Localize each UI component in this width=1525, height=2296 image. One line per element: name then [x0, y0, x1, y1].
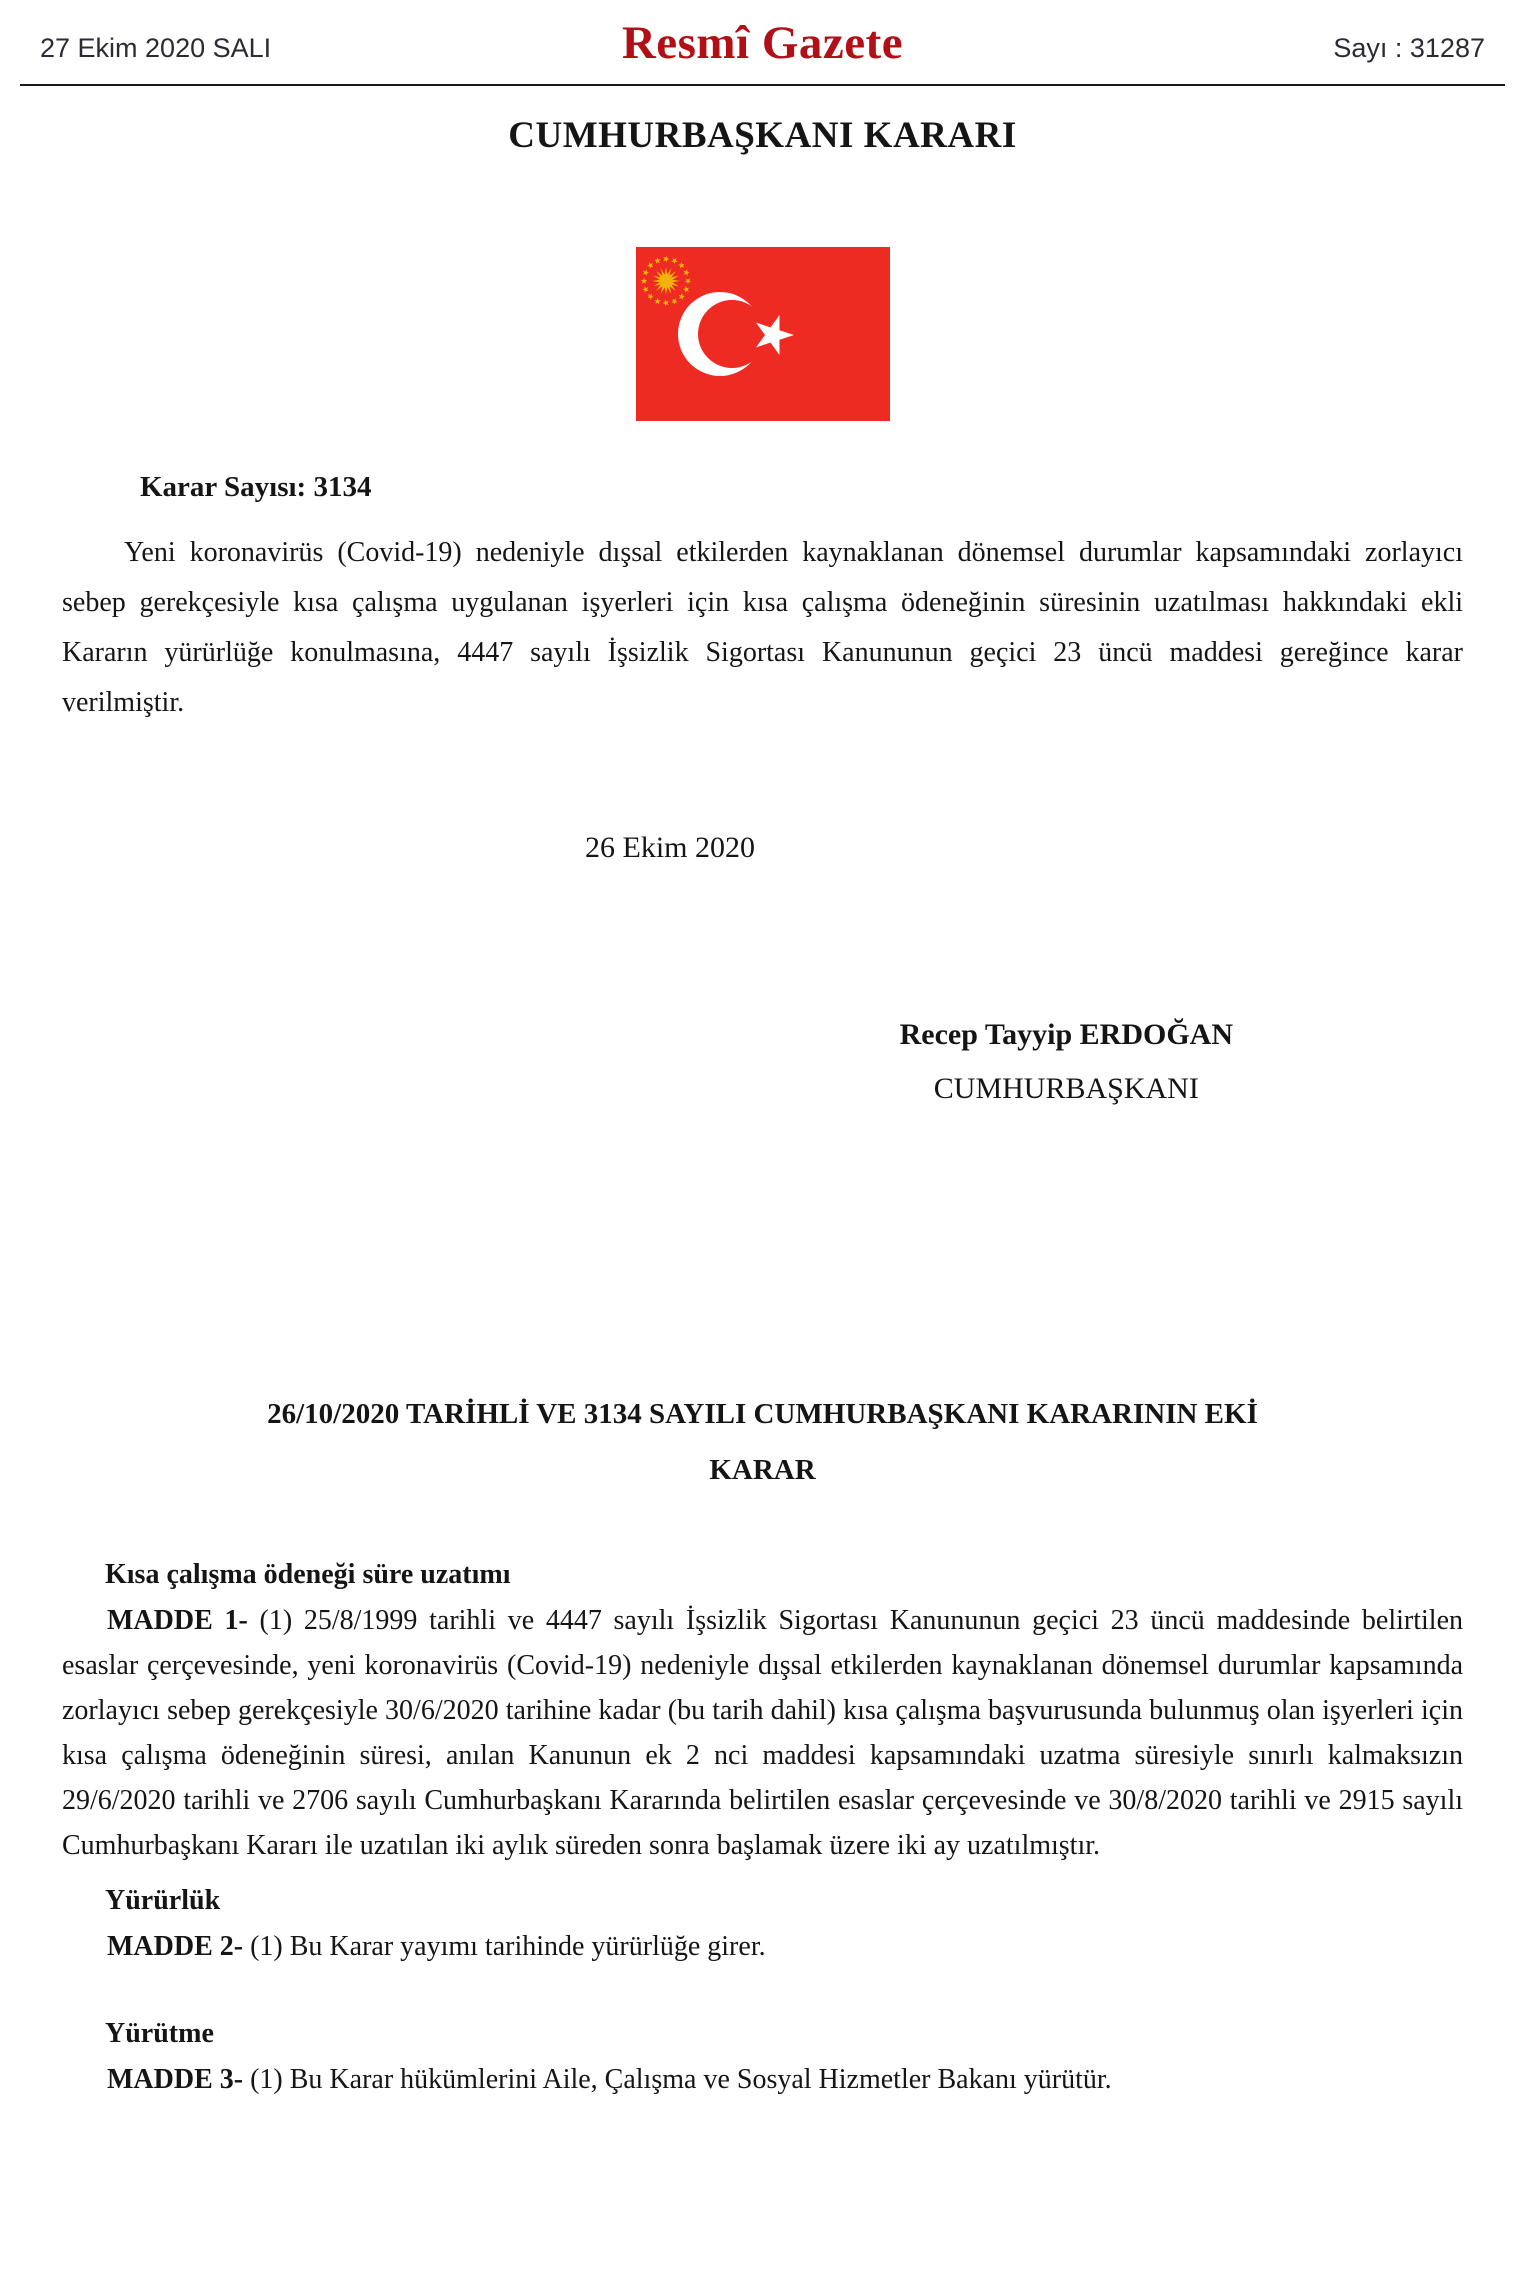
article-3-text — [62, 2057, 1463, 2102]
decree-title: CUMHURBAŞKANI KARARI — [508, 115, 1017, 156]
article-2-lead: MADDE 2- — [107, 1931, 244, 1962]
annex-heading-line2: KARAR — [709, 1454, 816, 1486]
annex-heading — [62, 1386, 1463, 1498]
signature-block — [900, 1008, 1233, 1116]
decree-number: Karar Sayısı: 3134 — [140, 471, 372, 503]
article-1-heading: Kısa çalışma ödeneği süre uzatımı — [105, 1559, 511, 1590]
article-3-lead: MADDE 3- — [107, 2064, 244, 2095]
decree-paragraph: Yeni koronavirüs (Covid-19) nedeniyle dışsal etkilerden kaynaklanan dönemsel durumlar kapsamındaki zorlayıcı sebep gerekçesiyle kısa çalışma uygulanan işyerleri için kısa çalışma ödeneğinin süresinin uzatılması hakkındaki ekli Kararın yürürlüğe konulmasına, 4447 sayılı İşsizlik Sigortası Kanununun geçici 23 üncü maddesi gereğince karar verilmiştir. — [62, 537, 1463, 718]
article-2-body: (1) Bu Karar yayımı tarihinde yürürlüğe girer. — [243, 1931, 766, 1962]
article-1-lead: MADDE 1- — [107, 1605, 248, 1636]
gazette-issue-number: Sayı : 31287 — [1333, 33, 1485, 63]
header-divider — [20, 84, 1505, 86]
signature-name: Recep Tayyip ERDOĞAN — [899, 1018, 1233, 1051]
signature-title: CUMHURBAŞKANI — [933, 1072, 1199, 1105]
document-body — [62, 114, 1463, 2102]
article-2-text — [62, 1924, 1463, 1969]
article-2-heading: Yürürlük — [105, 1885, 221, 1916]
turkish-presidential-flag-icon — [636, 247, 890, 421]
gazette-masthead: Resmî Gazete — [621, 17, 904, 69]
annex-heading-line1: 26/10/2020 TARİHLİ VE 3134 SAYILI CUMHURBAŞKANI KARARININ EKİ — [267, 1398, 1258, 1430]
article-3-heading: Yürütme — [105, 2018, 214, 2049]
flag-container — [62, 247, 1463, 421]
article-1-body: (1) 25/8/1999 tarihli ve 4447 sayılı İşsizlik Sigortası Kanununun geçici 23 üncü maddesinde belirtilen esaslar çerçevesinde, yeni koronavirüs (Covid-19) nedeniyle dışsal etkilerden kaynaklanan dönemsel durumlar kapsamında zorlayıcı sebep gerekçesiyle 30/6/2020 tarihine kadar (bu tarih dahil) kısa çalışma başvurusunda bulunmuş olan işyerleri için kısa çalışma ödeneğinin süresi, anılan Kanunun ek 2 nci maddesi kapsamındaki uzatma süresiyle sınırlı kalmaksızın 29/6/2020 tarihli ve 2706 sayılı Cumhurbaşkanı Kararında belirtilen esaslar çerçevesinde ve 30/8/2020 tarihli ve 2915 sayılı Cumhurbaşkanı Kararı ile uzatılan iki aylık süreden sonra başlamak üzere iki ay uzatılmıştır. — [62, 1605, 1463, 1861]
decree-date: 26 Ekim 2020 — [585, 831, 755, 864]
gazette-header — [0, 16, 1525, 84]
article-3-body: (1) Bu Karar hükümlerini Aile, Çalışma ve Sosyal Hizmetler Bakanı yürütür. — [243, 2064, 1112, 2095]
article-1-text — [62, 1598, 1463, 1868]
gazette-date: 27 Ekim 2020 SALI — [40, 33, 272, 63]
